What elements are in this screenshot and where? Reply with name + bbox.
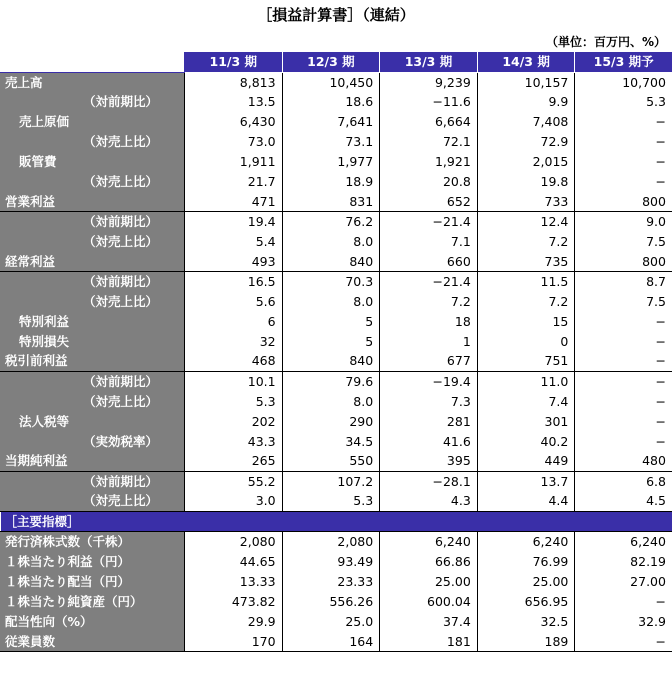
table-row [1, 491, 672, 511]
value-cell: 471 [185, 192, 283, 212]
value-cell: 4.4 [477, 491, 575, 511]
value-cell: 7.2 [380, 292, 478, 312]
value-cell: 164 [282, 632, 380, 652]
value-cell: 9,239 [380, 72, 478, 92]
value-cell: 468 [185, 351, 283, 371]
value-cell: − [575, 172, 672, 192]
table-row [1, 92, 672, 112]
value-cell: 9.9 [477, 92, 575, 112]
value-cell: 9.0 [575, 212, 672, 232]
row-label: （対売上比） [1, 232, 185, 252]
value-cell: 473.82 [185, 592, 283, 612]
value-cell: 34.5 [282, 431, 380, 451]
value-cell: 5.3 [282, 491, 380, 511]
row-label: 当期純利益 [1, 451, 185, 471]
value-cell: 677 [380, 351, 478, 371]
table-row [1, 632, 672, 652]
value-cell: 6,240 [575, 532, 672, 552]
value-cell: 32.5 [477, 612, 575, 632]
value-cell: 15 [477, 312, 575, 332]
value-cell: 6,240 [477, 532, 575, 552]
row-label: （対前期比） [1, 92, 185, 112]
value-cell: − [575, 431, 672, 451]
value-cell: 107.2 [282, 471, 380, 491]
table-row [1, 172, 672, 192]
value-cell: 6,664 [380, 112, 478, 132]
value-cell: 27.00 [575, 572, 672, 592]
value-cell: 55.2 [185, 471, 283, 491]
value-cell: 37.4 [380, 612, 478, 632]
value-cell: 8.0 [282, 292, 380, 312]
value-cell: 3.0 [185, 491, 283, 511]
value-cell: 656.95 [477, 592, 575, 612]
value-cell: 13.7 [477, 471, 575, 491]
value-cell: 23.33 [282, 572, 380, 592]
value-cell: 7.5 [575, 292, 672, 312]
value-cell: 29.9 [185, 612, 283, 632]
report-title: ［損益計算書］（連結） [257, 6, 415, 24]
table-row [1, 192, 672, 212]
value-cell: −21.4 [380, 272, 478, 292]
value-cell: 79.6 [282, 371, 380, 391]
value-cell: 1 [380, 332, 478, 352]
table-row [1, 252, 672, 272]
value-cell: 2,015 [477, 152, 575, 172]
value-cell: 2,080 [185, 532, 283, 552]
value-cell: 40.2 [477, 431, 575, 451]
value-cell: 181 [380, 632, 478, 652]
value-cell: 290 [282, 411, 380, 431]
table-row [1, 72, 672, 92]
value-cell: 4.5 [575, 491, 672, 511]
row-label: １株当たり配当（円） [1, 572, 185, 592]
value-cell: − [575, 332, 672, 352]
unit-note: （単位：百万円、%） [545, 35, 666, 49]
row-label: （対前期比） [1, 471, 185, 491]
value-cell: 5.4 [185, 232, 283, 252]
value-cell: 25.00 [380, 572, 478, 592]
row-label: 売上原価 [1, 112, 185, 132]
value-cell: 395 [380, 451, 478, 471]
value-cell: 32 [185, 332, 283, 352]
value-cell: 44.65 [185, 552, 283, 572]
value-cell: 2,080 [282, 532, 380, 552]
value-cell: 652 [380, 192, 478, 212]
value-cell: 6 [185, 312, 283, 332]
table-row [1, 471, 672, 491]
value-cell: 840 [282, 351, 380, 371]
value-cell: 25.0 [282, 612, 380, 632]
value-cell: 189 [477, 632, 575, 652]
table-row [1, 351, 672, 371]
value-cell: 5 [282, 312, 380, 332]
value-cell: 11.5 [477, 272, 575, 292]
value-cell: 93.49 [282, 552, 380, 572]
table-row [1, 431, 672, 451]
value-cell: 41.6 [380, 431, 478, 451]
value-cell: −19.4 [380, 371, 478, 391]
value-cell: 5 [282, 332, 380, 352]
value-cell: 10,700 [575, 72, 672, 92]
value-cell: 480 [575, 451, 672, 471]
value-cell: 281 [380, 411, 478, 431]
value-cell: 13.33 [185, 572, 283, 592]
row-label: （対売上比） [1, 491, 185, 511]
value-cell: 800 [575, 192, 672, 212]
value-cell: 0 [477, 332, 575, 352]
value-cell: 12.4 [477, 212, 575, 232]
table-row [1, 312, 672, 332]
value-cell: 21.7 [185, 172, 283, 192]
value-cell: 5.3 [185, 391, 283, 411]
value-cell: 1,911 [185, 152, 283, 172]
row-label: （対売上比） [1, 391, 185, 411]
income-statement-table [0, 52, 672, 652]
value-cell: − [575, 411, 672, 431]
value-cell: 18 [380, 312, 478, 332]
value-cell: − [575, 371, 672, 391]
value-cell: 10,157 [477, 72, 575, 92]
value-cell: 10,450 [282, 72, 380, 92]
value-cell: 18.6 [282, 92, 380, 112]
value-cell: 70.3 [282, 272, 380, 292]
value-cell: 19.8 [477, 172, 575, 192]
table-body [1, 72, 672, 652]
table-row [1, 292, 672, 312]
row-label: （対売上比） [1, 292, 185, 312]
table-row [1, 332, 672, 352]
table-row [1, 532, 672, 552]
value-cell: 6,240 [380, 532, 478, 552]
value-cell: 6,430 [185, 112, 283, 132]
row-label: 税引前利益 [1, 351, 185, 371]
column-header: 13/3 期 [380, 52, 478, 72]
table-row [1, 132, 672, 152]
row-label: （対前期比） [1, 371, 185, 391]
value-cell: 8,813 [185, 72, 283, 92]
row-label: 経常利益 [1, 252, 185, 272]
value-cell: 493 [185, 252, 283, 272]
section-label: ［主要指標］ [1, 511, 672, 532]
row-label: （対前期比） [1, 272, 185, 292]
column-header: 11/3 期 [185, 52, 283, 72]
header-blank-cell [1, 52, 185, 72]
value-cell: 1,977 [282, 152, 380, 172]
value-cell: 72.1 [380, 132, 478, 152]
value-cell: 72.9 [477, 132, 575, 152]
value-cell: 449 [477, 451, 575, 471]
value-cell: 25.00 [477, 572, 575, 592]
value-cell: 19.4 [185, 212, 283, 232]
row-label: 法人税等 [1, 411, 185, 431]
table-row [1, 152, 672, 172]
value-cell: 82.19 [575, 552, 672, 572]
row-label: 発行済株式数（千株） [1, 532, 185, 552]
row-label: １株当たり利益（円） [1, 552, 185, 572]
row-label: （実効税率） [1, 431, 185, 451]
value-cell: 556.26 [282, 592, 380, 612]
value-cell: 7,408 [477, 112, 575, 132]
section-header-row [1, 511, 672, 532]
value-cell: 840 [282, 252, 380, 272]
table-row [1, 411, 672, 431]
table-row [1, 592, 672, 612]
value-cell: 7.5 [575, 232, 672, 252]
table-row [1, 112, 672, 132]
value-cell: − [575, 312, 672, 332]
value-cell: 600.04 [380, 592, 478, 612]
value-cell: 735 [477, 252, 575, 272]
value-cell: 73.0 [185, 132, 283, 152]
table-row [1, 451, 672, 471]
value-cell: − [575, 152, 672, 172]
value-cell: 11.0 [477, 371, 575, 391]
value-cell: − [575, 391, 672, 411]
table-row [1, 272, 672, 292]
value-cell: 6.8 [575, 471, 672, 491]
table-row [1, 572, 672, 592]
value-cell: 4.3 [380, 491, 478, 511]
value-cell: 43.3 [185, 431, 283, 451]
value-cell: 32.9 [575, 612, 672, 632]
row-label: １株当たり純資産（円） [1, 592, 185, 612]
row-label: 売上高 [1, 72, 185, 92]
value-cell: 8.0 [282, 391, 380, 411]
value-cell: 265 [185, 451, 283, 471]
row-label: 営業利益 [1, 192, 185, 212]
value-cell: 5.3 [575, 92, 672, 112]
value-cell: 76.99 [477, 552, 575, 572]
value-cell: 8.7 [575, 272, 672, 292]
value-cell: 7.2 [477, 232, 575, 252]
table-row [1, 391, 672, 411]
value-cell: 800 [575, 252, 672, 272]
value-cell: 1,921 [380, 152, 478, 172]
value-cell: 16.5 [185, 272, 283, 292]
value-cell: 10.1 [185, 371, 283, 391]
row-label: （対売上比） [1, 172, 185, 192]
column-header: 14/3 期 [477, 52, 575, 72]
value-cell: 733 [477, 192, 575, 212]
value-cell: − [575, 592, 672, 612]
header-row [1, 52, 672, 72]
value-cell: 550 [282, 451, 380, 471]
value-cell: −21.4 [380, 212, 478, 232]
value-cell: 66.86 [380, 552, 478, 572]
value-cell: 8.0 [282, 232, 380, 252]
value-cell: 18.9 [282, 172, 380, 192]
table-row [1, 232, 672, 252]
value-cell: 7.4 [477, 391, 575, 411]
value-cell: 7.1 [380, 232, 478, 252]
row-label: （対前期比） [1, 212, 185, 232]
value-cell: − [575, 112, 672, 132]
value-cell: 7,641 [282, 112, 380, 132]
value-cell: 301 [477, 411, 575, 431]
value-cell: 13.5 [185, 92, 283, 112]
value-cell: − [575, 351, 672, 371]
value-cell: −28.1 [380, 471, 478, 491]
row-label: （対売上比） [1, 132, 185, 152]
table-row [1, 612, 672, 632]
row-label: 特別利益 [1, 312, 185, 332]
table-row [1, 552, 672, 572]
value-cell: 76.2 [282, 212, 380, 232]
table-row [1, 212, 672, 232]
value-cell: 170 [185, 632, 283, 652]
value-cell: 751 [477, 351, 575, 371]
row-label: 配当性向（%） [1, 612, 185, 632]
value-cell: 73.1 [282, 132, 380, 152]
row-label: 特別損失 [1, 332, 185, 352]
column-header: 15/3 期予 [575, 52, 672, 72]
value-cell: −11.6 [380, 92, 478, 112]
value-cell: − [575, 132, 672, 152]
value-cell: 5.6 [185, 292, 283, 312]
value-cell: 20.8 [380, 172, 478, 192]
value-cell: − [575, 632, 672, 652]
value-cell: 831 [282, 192, 380, 212]
value-cell: 660 [380, 252, 478, 272]
table-row [1, 371, 672, 391]
row-label: 販管費 [1, 152, 185, 172]
value-cell: 202 [185, 411, 283, 431]
row-label: 従業員数 [1, 632, 185, 652]
value-cell: 7.2 [477, 292, 575, 312]
column-header: 12/3 期 [282, 52, 380, 72]
value-cell: 7.3 [380, 391, 478, 411]
